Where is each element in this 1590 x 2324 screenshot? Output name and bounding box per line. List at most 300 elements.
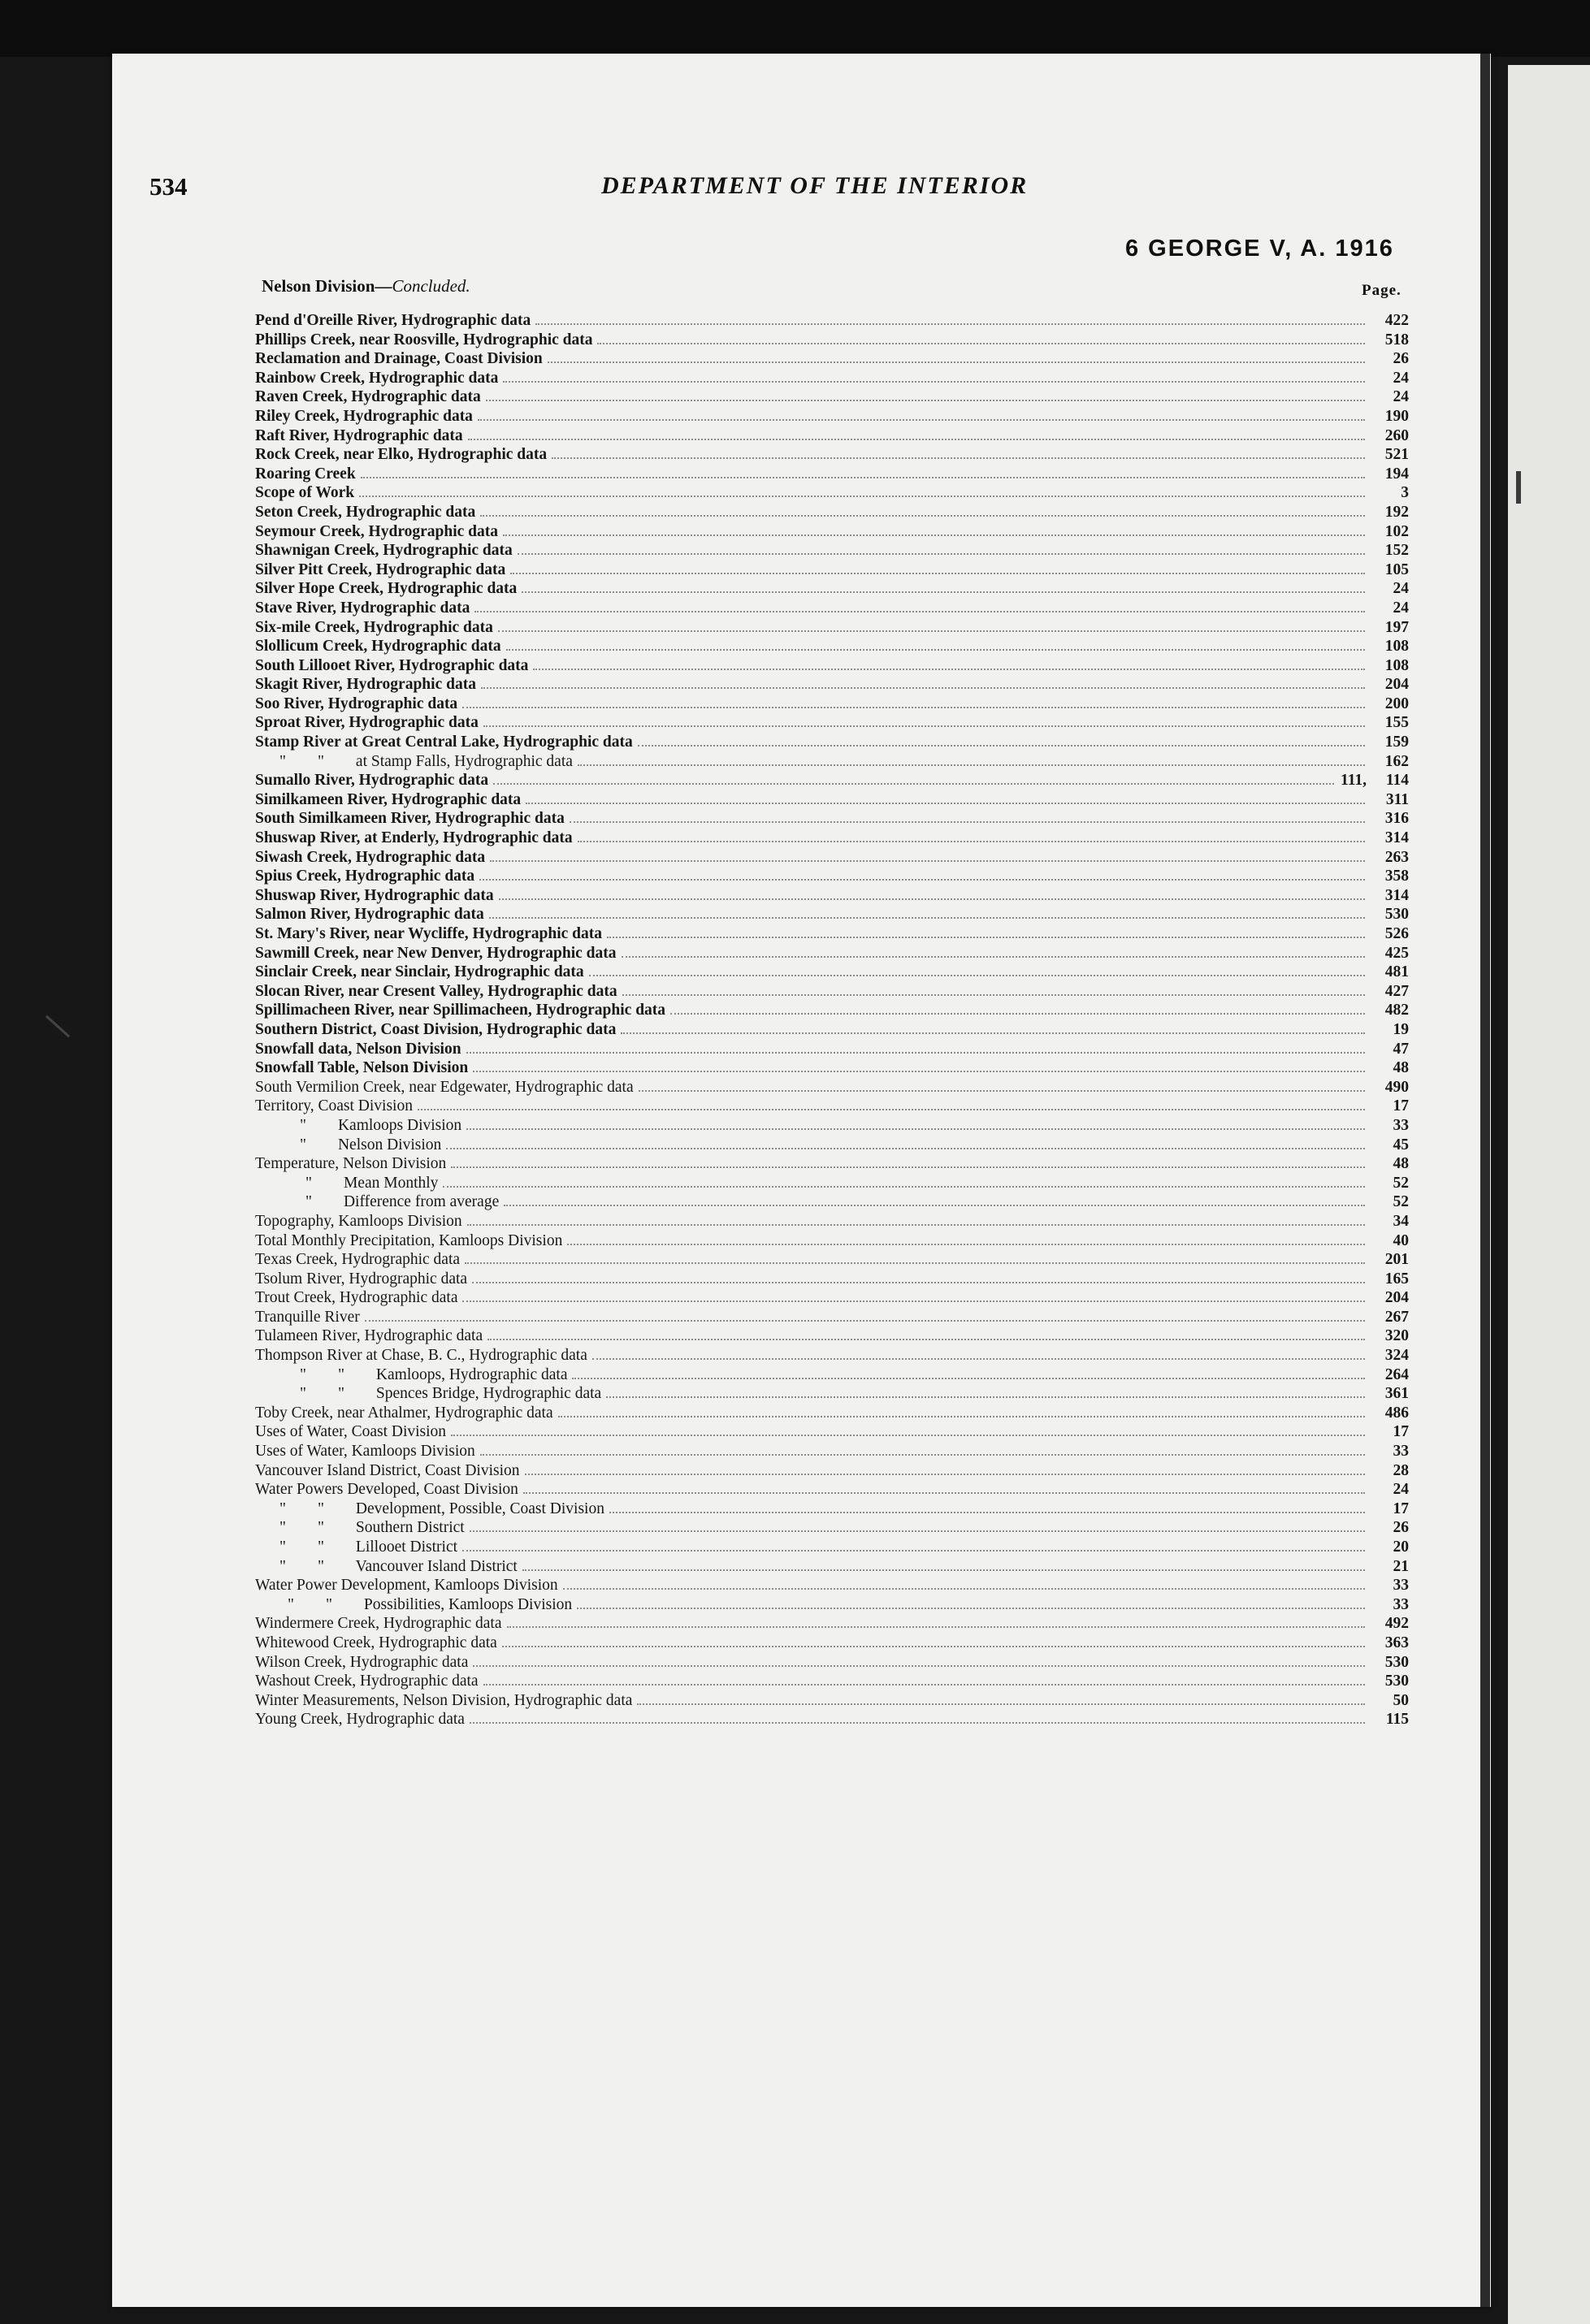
index-entry-title: Texas Creek, Hydrographic data [255,1251,461,1269]
index-entry [255,752,1409,772]
index-entry-page: 33 [1393,1116,1409,1134]
index-entry-title: Similkameen River, Hydrographic data [255,790,522,808]
dot-leader [499,898,1365,900]
index-entry [255,1097,1409,1116]
index-entry [255,1500,1409,1519]
index-entry-page: 518 [1384,331,1409,348]
index-entry [255,369,1409,388]
dot-leader [466,1052,1365,1054]
index-entry-page: 204 [1384,1289,1409,1307]
index-entry-title: Silver Pitt Creek, Hydrographic data [255,560,506,578]
index-entry [255,1422,1409,1442]
index-entry-title: Sproat River, Hydrographic data [255,714,479,732]
index-entry-title: South Vermilion Creek, near Edgewater, Hydrographic data [255,1078,634,1096]
dot-leader [622,956,1365,958]
dot-leader [473,1665,1365,1667]
index-entry-page: 194 [1384,465,1409,483]
index-entry-title: Skagit River, Hydrographic data [255,676,476,694]
index-entry-title: Soo River, Hydrographic data [255,695,458,712]
index-entry-page: 52 [1393,1174,1409,1192]
index-entry-title: Southern District, Coast Division, Hydrographic data [255,1020,617,1038]
index-entry [255,1710,1409,1729]
index-entry-title: " " Spences Bridge, Hydrographic data [300,1385,602,1403]
index-entry [255,982,1409,1002]
index-entry [255,637,1409,656]
index-entry [255,695,1409,714]
index-entry-title: " " Southern District [279,1519,465,1537]
index-entry-page: 530 [1384,1653,1409,1671]
index-entry-page: 52 [1393,1193,1409,1211]
index-entry-page: 162 [1384,752,1409,770]
index-entry-page: 264 [1384,1365,1409,1383]
index-entry-page: 190 [1384,407,1409,425]
index-entry [255,1174,1409,1193]
scan-artifact [45,1015,70,1038]
dot-leader [498,630,1365,632]
index-entry [255,1308,1409,1327]
index-entry-title: Raft River, Hydrographic data [255,426,463,444]
dot-leader [637,1703,1365,1705]
index-entry-page: 260 [1384,426,1409,444]
index-entry-title: Shuswap River, at Enderly, Hydrographic data [255,829,573,847]
index-entry-page: 17 [1393,1097,1409,1115]
dot-leader [606,1396,1365,1398]
index-entry [255,465,1409,484]
dot-leader [592,1358,1365,1360]
index-entry-page: 34 [1393,1212,1409,1230]
dot-leader [472,1282,1365,1283]
index-entry [255,1576,1409,1595]
index-entry-title: " " Lillooet District [279,1539,458,1556]
dot-leader [577,1608,1365,1609]
index-entry-title: " Difference from average [305,1193,500,1211]
index-entry [255,1346,1409,1365]
dot-leader [486,400,1365,401]
index-entry [255,656,1409,676]
index-entry-title: St. Mary's River, near Wycliffe, Hydrographic data [255,925,602,942]
index-entry-title: " Kamloops Division [300,1116,462,1134]
dot-leader [597,343,1365,344]
index-entry [255,311,1409,331]
index-entry-page: 33 [1393,1443,1409,1461]
index-entry [255,1365,1409,1385]
index-entry-page: 105 [1384,560,1409,578]
dot-leader [552,457,1365,459]
index-entry-page: 3 [1401,484,1409,502]
page-binding-edge [1480,54,1490,2307]
dot-leader [506,649,1365,651]
index-entry [255,1250,1409,1270]
dot-leader [467,1224,1365,1226]
index-entry-page: 324 [1384,1347,1409,1365]
index-entry-title: Toby Creek, near Athalmer, Hydrographic data [255,1404,553,1422]
index-entry-page: 33 [1393,1595,1409,1613]
dot-leader [446,1148,1365,1149]
index-entry [255,1595,1409,1615]
dot-leader [480,1454,1365,1456]
index-entry [255,963,1409,982]
index-entry-title: " " at Stamp Falls, Hydrographic data [279,752,573,770]
index-entry [255,1020,1409,1040]
index-entry [255,790,1409,810]
index-entry-page: 316 [1384,810,1409,828]
index-entry-page: 361 [1384,1385,1409,1403]
section-heading-text: Nelson Division— [262,276,392,296]
index-entry [255,1404,1409,1423]
index-entry-title: Uses of Water, Coast Division [255,1423,447,1441]
index-entry-title: Seton Creek, Hydrographic data [255,503,476,521]
index-entry [255,1480,1409,1500]
index-entry-title: Spillimacheen River, near Spillimacheen, Hydrographic data [255,1002,666,1019]
index-entry-page: 492 [1384,1615,1409,1633]
index-entry-page: 481 [1384,963,1409,981]
index-entry-title: Reclamation and Drainage, Coast Division [255,350,543,368]
index-entry-title: Slollicum Creek, Hydrographic data [255,638,501,656]
index-entry [255,1461,1409,1481]
index-entry [255,1058,1409,1078]
index-entry-page: 24 [1393,580,1409,598]
index-entry [255,387,1409,407]
index-entry [255,579,1409,599]
index-entry-page: 24 [1393,1481,1409,1499]
index-entry-title: " " Vancouver Island District [279,1557,518,1575]
index-entry-title: Wilson Creek, Hydrographic data [255,1653,469,1671]
dot-leader [535,323,1365,325]
index-entry-title: Slocan River, near Cresent Valley, Hydrographic data [255,982,617,1000]
dot-leader [481,687,1365,689]
index-entry-title: " Mean Monthly [305,1174,439,1192]
index-entry [255,503,1409,522]
index-entry-title: Tranquille River [255,1308,360,1326]
index-entry [255,1154,1409,1174]
index-entry-page: 108 [1384,638,1409,656]
index-entry-title: Shuswap River, Hydrographic data [255,886,494,904]
index-entry [255,886,1409,906]
index-entry-title: Shawnigan Creek, Hydrographic data [255,542,513,560]
index-entry-title: Sinclair Creek, near Sinclair, Hydrographic data [255,963,584,981]
dot-leader [507,1626,1366,1628]
index-entry [255,905,1409,924]
index-entry-title: Windermere Creek, Hydrographic data [255,1615,502,1633]
index-entry-page: 45 [1393,1136,1409,1153]
dot-leader [522,591,1365,593]
index-entry [255,713,1409,733]
index-entry-page: 165 [1384,1270,1409,1288]
index-entry-title: Total Monthly Precipitation, Kamloops Division [255,1231,563,1249]
index-entry-page: 486 [1384,1404,1409,1422]
dot-leader [462,1300,1365,1302]
dot-leader [451,1166,1365,1168]
dot-leader [621,1032,1365,1034]
session-label: 6 GEORGE V, A. 1916 [1125,236,1394,262]
index-entry-page: 26 [1393,1519,1409,1537]
index-entry-title: Temperature, Nelson Division [255,1155,447,1173]
index-entry [255,771,1409,790]
adjacent-page-edge [1508,65,1590,2324]
index-entry-page: 363 [1384,1634,1409,1651]
index-entry-page: 422 [1384,312,1409,329]
index-entry-page: 26 [1393,350,1409,368]
index-entry-title: Pend d'Oreille River, Hydrographic data [255,312,531,329]
index-entry [255,1326,1409,1346]
index-entry-title: Water Powers Developed, Coast Division [255,1481,518,1499]
index-entry-title: Sumallo River, Hydrographic data [255,772,489,790]
dot-leader [493,783,1334,785]
dot-leader [548,361,1365,363]
index-entry-title: Rock Creek, near Elko, Hydrographic data [255,446,548,464]
index-entry-page: 314 [1384,886,1409,904]
index-entry [255,809,1409,829]
dot-leader [563,1588,1365,1590]
dot-leader [578,841,1365,842]
index-entry-page: 114 [1385,772,1409,790]
index-entry-page: 526 [1384,925,1409,942]
section-heading [262,276,470,296]
dot-leader [462,1550,1365,1551]
index-entry-page: 19 [1393,1020,1409,1038]
index-entry [255,599,1409,618]
index-entry-page: 50 [1393,1691,1409,1709]
index-entry [255,924,1409,944]
index-entry-page: 490 [1384,1078,1409,1096]
page-number: 534 [149,172,188,201]
index-entry-page: 17 [1393,1423,1409,1441]
index-entry-title: Whitewood Creek, Hydrographic data [255,1634,497,1651]
dot-leader [504,1205,1365,1206]
index-entry-page: 102 [1384,522,1409,540]
index-entry [255,1001,1409,1020]
dot-leader [622,994,1365,996]
index-entry-title: Roaring Creek [255,465,356,483]
index-entry-title: " " Possibilities, Kamloops Division [288,1595,573,1613]
dot-leader [470,1530,1365,1532]
index-entry [255,1270,1409,1289]
index-entry-page: 48 [1393,1059,1409,1077]
dot-leader [483,725,1365,727]
index-entry-page: 33 [1393,1577,1409,1595]
index-entry-page: 40 [1393,1231,1409,1249]
dot-leader [639,1090,1365,1092]
index-entry [255,1518,1409,1538]
dot-leader [525,1474,1366,1475]
index-entry-title: Scope of Work [255,484,355,502]
index-entry [255,349,1409,369]
index-entry-title: Seymour Creek, Hydrographic data [255,522,499,540]
dot-leader [490,860,1365,862]
index-entry-page: 521 [1384,446,1409,464]
running-head: DEPARTMENT OF THE INTERIOR [601,172,1029,199]
index-entry-page: 24 [1393,599,1409,617]
index-entry-title: Silver Hope Creek, Hydrographic data [255,580,518,598]
dot-leader [479,879,1365,881]
index-entry-title: Snowfall data, Nelson Division [255,1040,461,1058]
index-entry-page: 427 [1384,982,1409,1000]
index-entry-page: 48 [1393,1155,1409,1173]
index-entry [255,541,1409,560]
index-entry-title: South Similkameen River, Hydrographic data [255,810,565,828]
index-entry [255,445,1409,465]
index-entry-page: 314 [1384,829,1409,847]
index-entry-title: Thompson River at Chase, B. C., Hydrographic data [255,1347,587,1365]
dot-leader [607,937,1365,938]
dot-leader [468,439,1365,440]
index-entry-title: Young Creek, Hydrographic data [255,1711,465,1729]
index-entry [255,483,1409,503]
index-entry-title: Winter Measurements, Nelson Division, Hydrographic data [255,1691,633,1709]
index-entry-title: Snowfall Table, Nelson Division [255,1059,469,1077]
index-entry-title: Territory, Coast Division [255,1097,413,1115]
index-entry-title: Water Power Development, Kamloops Division [255,1577,558,1595]
index-entry-page: 358 [1384,868,1409,885]
index-entry-title: Sawmill Creek, near New Denver, Hydrographic data [255,944,617,962]
scan-artifact [1516,471,1521,504]
dot-leader [480,515,1365,517]
index-entry-extra-page: 111, [1341,772,1367,790]
index-entry [255,1672,1409,1691]
index-entry-title: " " Development, Possible, Coast Division [279,1500,604,1517]
dot-leader [359,496,1365,497]
index-entry [255,1557,1409,1577]
dot-leader [443,1186,1365,1188]
index-entry [255,829,1409,848]
dot-leader [567,1244,1365,1245]
dot-leader [462,707,1365,708]
index-entry [255,426,1409,446]
dot-leader [526,803,1365,804]
dot-leader [638,745,1365,747]
dot-leader [474,611,1365,612]
section-heading-italic: Concluded. [392,276,470,296]
page-column-header: Page. [1362,282,1402,299]
index-entry-title: Washout Creek, Hydrographic data [255,1673,479,1690]
index-entry-title: Uses of Water, Kamloops Division [255,1443,475,1461]
index-entry-page: 267 [1384,1308,1409,1326]
index-entry-page: 204 [1384,676,1409,694]
index-entry-title: South Lillooet River, Hydrographic data [255,656,529,674]
dot-leader [478,419,1365,421]
dot-leader [510,573,1365,574]
dot-leader [487,1339,1365,1340]
dot-leader [483,1684,1365,1686]
index-entry [255,1384,1409,1404]
index-entry-title: Siwash Creek, Hydrographic data [255,848,486,866]
index-list [255,311,1409,1729]
index-entry-title: Riley Creek, Hydrographic data [255,407,473,425]
dot-leader [451,1435,1365,1436]
index-entry [255,1212,1409,1231]
index-entry-page: 311 [1385,790,1409,808]
index-entry [255,618,1409,638]
index-entry [255,1691,1409,1711]
index-entry-page: 425 [1384,944,1409,962]
dot-leader [589,975,1365,976]
index-entry-title: " " Kamloops, Hydrographic data [300,1365,568,1383]
scan-background [0,0,1590,57]
dot-leader [466,1128,1365,1130]
index-entry [255,1192,1409,1212]
index-entry-page: 482 [1384,1002,1409,1019]
dot-leader [670,1013,1365,1015]
index-entry [255,1078,1409,1097]
index-entry-title: Stamp River at Great Central Lake, Hydrographic data [255,734,633,751]
index-entry [255,407,1409,426]
index-entry-title: Stave River, Hydrographic data [255,599,470,617]
index-entry-page: 192 [1384,503,1409,521]
dot-leader [570,821,1365,823]
dot-leader [365,1320,1365,1322]
index-entry-page: 200 [1384,695,1409,712]
index-entry-page: 24 [1393,388,1409,406]
index-entry-page: 47 [1393,1040,1409,1058]
dot-leader [522,1569,1365,1571]
dot-leader [518,553,1365,555]
index-entry-title: Spius Creek, Hydrographic data [255,868,475,885]
index-entry-page: 28 [1393,1461,1409,1479]
index-entry [255,675,1409,695]
index-entry-title: Raven Creek, Hydrographic data [255,388,481,406]
index-entry [255,1116,1409,1136]
index-entry-title: Tulameen River, Hydrographic data [255,1327,483,1345]
index-entry-page: 115 [1385,1711,1409,1729]
index-entry [255,522,1409,542]
dot-leader [609,1512,1365,1513]
index-entry-page: 21 [1393,1557,1409,1575]
index-entry [255,1136,1409,1155]
index-entry-page: 108 [1384,656,1409,674]
index-entry [255,1538,1409,1557]
index-entry [255,944,1409,963]
dot-leader [361,477,1365,478]
index-entry [255,848,1409,868]
index-entry-title: Rainbow Creek, Hydrographic data [255,369,499,387]
dot-leader [502,1646,1365,1647]
dot-leader [465,1262,1365,1264]
index-entry-page: 159 [1384,734,1409,751]
index-entry-title: Tsolum River, Hydrographic data [255,1270,468,1288]
index-entry-title: " Nelson Division [300,1136,442,1153]
index-entry-title: Vancouver Island District, Coast Division [255,1461,520,1479]
dot-leader [578,764,1365,766]
dot-leader [558,1416,1365,1417]
index-entry-page: 152 [1384,542,1409,560]
index-entry-page: 20 [1393,1539,1409,1556]
index-entry [255,1288,1409,1308]
dot-leader [503,381,1365,383]
index-entry [255,1634,1409,1653]
index-entry-title: Phillips Creek, near Roosville, Hydrographic data [255,331,593,348]
dot-leader [572,1378,1365,1379]
index-entry [255,1614,1409,1634]
index-entry-page: 263 [1384,848,1409,866]
index-entry-page: 197 [1384,618,1409,636]
index-entry-title: Topography, Kamloops Division [255,1212,462,1230]
dot-leader [523,1492,1365,1494]
index-entry-page: 17 [1393,1500,1409,1517]
index-entry-page: 24 [1393,369,1409,387]
dot-leader [503,534,1365,536]
index-entry-title: Six-mile Creek, Hydrographic data [255,618,493,636]
dot-leader [418,1109,1365,1110]
dot-leader [470,1722,1365,1724]
index-entry [255,733,1409,752]
index-entry-page: 201 [1384,1251,1409,1269]
dot-leader [473,1071,1365,1072]
dot-leader [489,917,1365,919]
index-entry [255,331,1409,350]
index-entry-page: 320 [1384,1327,1409,1345]
index-entry [255,1442,1409,1461]
index-entry [255,560,1409,580]
